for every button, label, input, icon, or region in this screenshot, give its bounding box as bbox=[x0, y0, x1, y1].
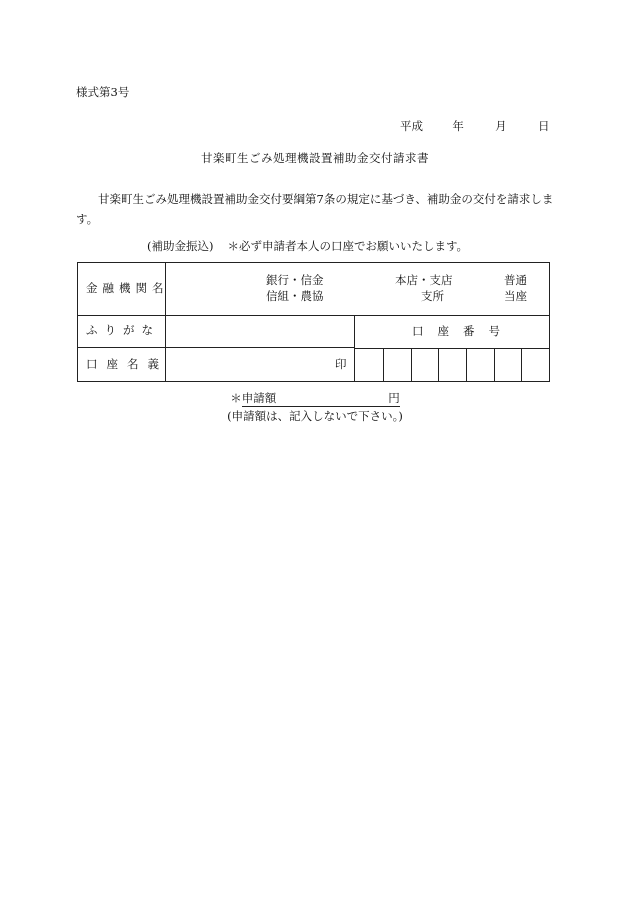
request-body-text: 甘楽町生ごみ処理機設置補助金交付要綱第7条の規定に基づき、補助金の交付を請求します。 bbox=[76, 192, 554, 226]
amount-label: 申請額 bbox=[241, 391, 277, 405]
account-holder-label: 口座名義 bbox=[86, 357, 168, 371]
digit-divider bbox=[438, 348, 439, 381]
account-type-current: 当座 bbox=[504, 289, 527, 303]
account-holder-field[interactable] bbox=[166, 348, 354, 381]
digit-divider bbox=[411, 348, 412, 381]
amount-unit: 円 bbox=[388, 391, 400, 405]
amount-note: (申請額は、記入しないで下さい。) bbox=[227, 409, 403, 423]
amount-underline bbox=[242, 393, 400, 407]
digit-divider bbox=[466, 348, 467, 381]
bank-type-options-2: 信組・農協 bbox=[266, 289, 324, 303]
amount-prefix: ＊ bbox=[230, 391, 242, 405]
furigana-field[interactable] bbox=[166, 316, 354, 347]
bank-type-options-1: 銀行・信金 bbox=[266, 273, 324, 287]
date-line bbox=[400, 121, 549, 133]
date-year: 年 bbox=[452, 119, 464, 133]
document-title: 甘楽町生ごみ処理機設置補助金交付請求書 bbox=[201, 151, 429, 165]
form-number: 様式第3号 bbox=[76, 85, 130, 99]
seal-mark: 印 bbox=[335, 357, 347, 371]
transfer-instruction: ＊必ず申請者本人の口座でお願いいたします。 bbox=[227, 239, 469, 253]
transfer-note bbox=[147, 241, 468, 253]
branch-options-2: 支所 bbox=[421, 289, 444, 303]
row-divider bbox=[355, 348, 549, 349]
date-day: 日 bbox=[537, 119, 550, 133]
column-divider bbox=[354, 315, 355, 381]
digit-divider bbox=[521, 348, 522, 381]
digit-divider bbox=[494, 348, 495, 381]
account-number-label: 口座番号 bbox=[412, 324, 514, 338]
application-amount-line bbox=[0, 393, 630, 407]
branch-options-1: 本店・支店 bbox=[395, 273, 453, 287]
digit-divider bbox=[383, 348, 384, 381]
furigana-label: ふりがな bbox=[86, 323, 160, 337]
bank-account-table bbox=[77, 262, 550, 382]
transfer-label: (補助金振込) bbox=[147, 239, 214, 253]
account-type-ordinary: 普通 bbox=[504, 273, 527, 287]
date-era: 平成 bbox=[400, 119, 423, 133]
date-month: 月 bbox=[495, 119, 507, 133]
bank-name-label: 金融機関名 bbox=[86, 281, 169, 295]
